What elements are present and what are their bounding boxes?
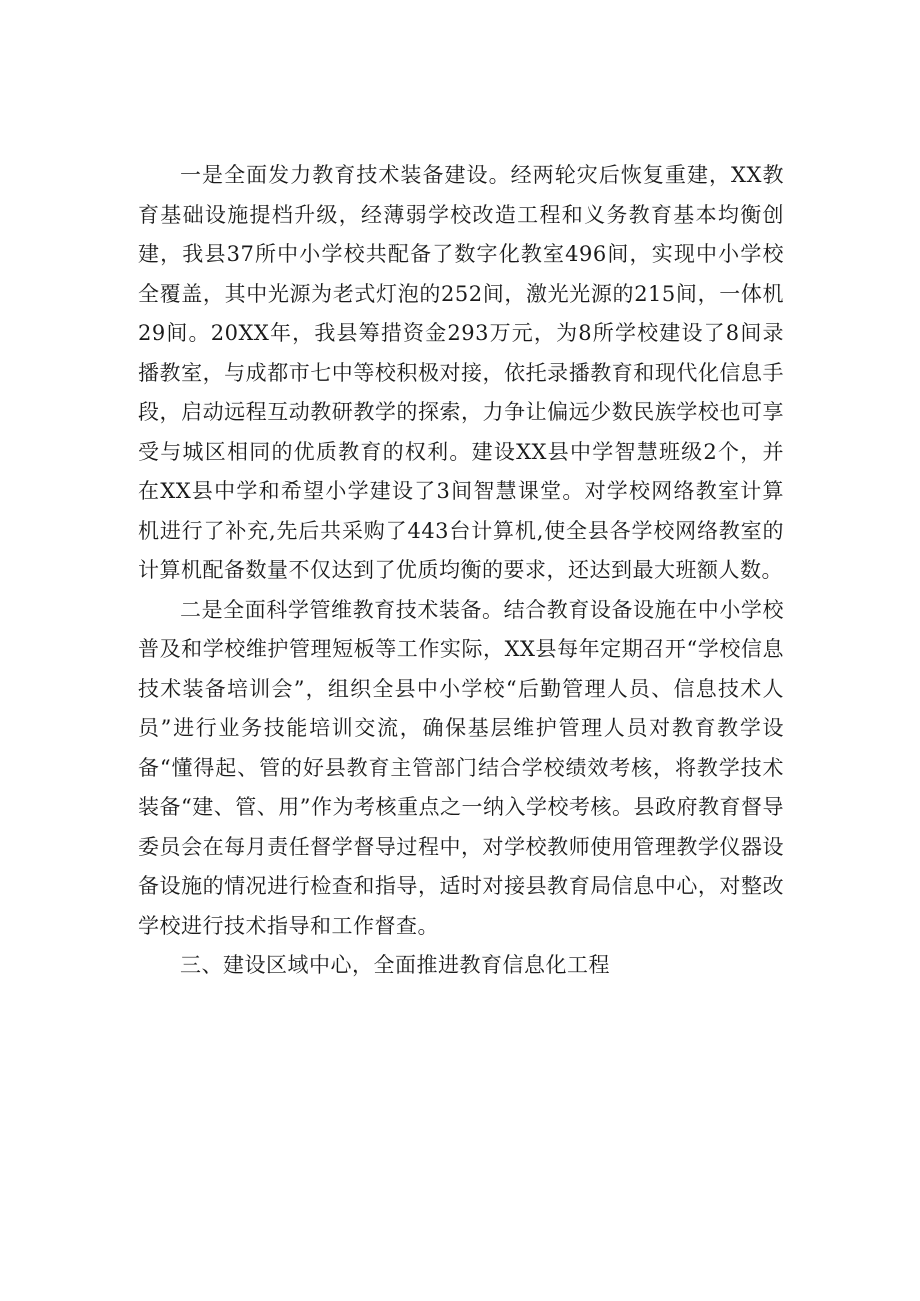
section-heading: 三、建设区域中心，全面推进教育信息化工程	[180, 953, 610, 977]
paragraph-equipment-management: 二是全面科学管维教育技术装备。结合教育设备设施在中小学校普及和学校维护管理短板等工作实际，XX县每年定期召开“学校信息技术装备培训会”，组织全县中小学校“后勤管理人员、信息技术人员”进行业务技能培训交流，确保基层维护管理人员对教育教学设备“懂得起、管的好县教育主管部门结合学校绩效考核，将教学技术装备“建、管、用”作为考核重点之一纳入学校考核。县政府教育督导委员会在每月责任督学督导过程中，对学校教师使用管理教学仪器设备设施的情况进行检查和指导，适时对接县教育局信息中心，对整改学校进行技术指导和工作督查。	[138, 597, 784, 938]
document-body	[138, 156, 784, 986]
paragraph-equipment-construction: 一是全面发力教育技术装备建设。经两轮灾后恢复重建，XX教育基础设施提档升级，经薄弱学校改造工程和义务教育基本均衡创建，我县37所中小学校共配备了数字化教室496间，实现中小学校全覆盖，其中光源为老式灯泡的252间，激光光源的215间，一体机29间。20XX年，我县筹措资金293万元，为8所学校建设了8间录播教室，与成都市七中等校积极对接，依托录播教育和现代化信息手段，启动远程互动教研教学的探索，力争让偏远少数民族学校也可享受与城区相同的优质教育的权利。建设XX县中学智慧班级2个，并在XX县中学和希望小学建设了3间智慧课堂。对学校网络教室计算机进行了补充,先后共采购了443台计算机,使全县各学校网络教室的计算机配备数量不仅达到了优质均衡的要求，还达到最大班额人数。	[138, 163, 784, 582]
